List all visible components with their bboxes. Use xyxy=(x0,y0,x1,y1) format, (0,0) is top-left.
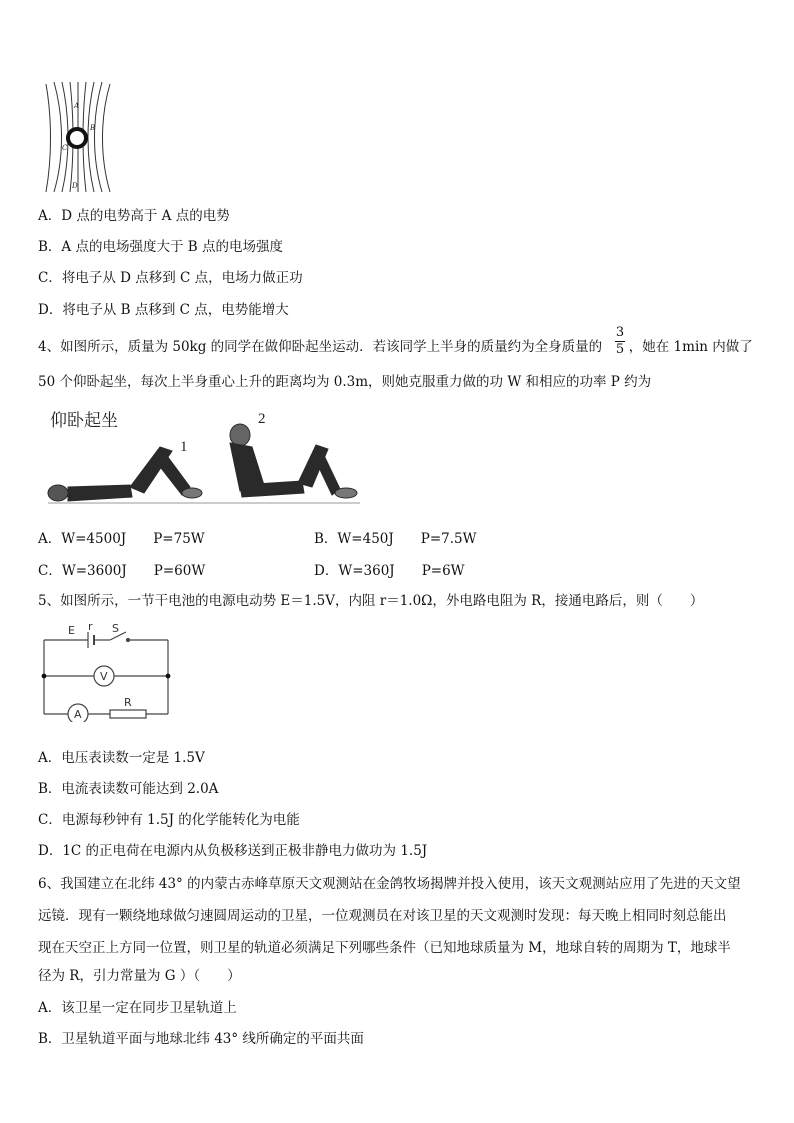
q6-option-b: B．卫星轨道平面与地球北纬 43° 线所确定的平面共面 xyxy=(38,1031,364,1047)
q3-option-d: D．将电子从 B 点移到 C 点，电势能增大 xyxy=(38,302,289,318)
q3-option-a: A．D 点的电势高于 A 点的电势 xyxy=(38,208,230,224)
q4-option-a: A．W=4500J P=75W xyxy=(38,531,205,547)
field-label-d: D xyxy=(72,182,78,190)
circuit-label-r: r xyxy=(88,622,93,633)
q5-option-d: D．1C 的正电荷在电源内从负极移送到正极非静电力做功为 1.5J xyxy=(38,843,428,859)
circuit-label-e: E xyxy=(68,624,75,637)
situp-figure-title: 仰卧起坐 xyxy=(50,411,118,431)
circuit-diagram xyxy=(36,622,176,722)
q4-stem-before: 4、如图所示，质量为 50kg 的同学在做仰卧起坐运动．若该同学上半身的质量约为全身质量的 xyxy=(38,339,603,355)
field-label-c: C xyxy=(62,144,68,152)
q3-option-c: C．将电子从 D 点移到 C 点，电场力做正功 xyxy=(38,270,303,286)
situp-label-1: 1 xyxy=(180,439,188,455)
q4-option-b: B．W=450J P=7.5W xyxy=(314,531,477,547)
field-label-b: B xyxy=(90,124,96,132)
q6-stem-line2: 远镜．现有一颗绕地球做匀速圆周运动的卫星，一位观测员在对该卫星的天文观测时发现：每天晚上相同时刻总能出 xyxy=(38,908,727,924)
circuit-label-resistor: R xyxy=(124,696,132,709)
q6-stem-line3: 现在天空正上方同一位置，则卫星的轨道必须满足下列哪些条件（已知地球质量为 M，地球自转的周期为 T，地球半 xyxy=(38,940,731,956)
q5-option-c: C．电源每秒钟有 1.5J 的化学能转化为电能 xyxy=(38,812,300,828)
q4-option-c: C．W=3600J P=60W xyxy=(38,563,206,579)
q4-fraction-den: 5 xyxy=(615,342,625,357)
q5-stem: 5、如图所示，一节干电池的电源电动势 E＝1.5V，内阻 r＝1.0Ω，外电路电阻为 R，接通电路后，则（ ） xyxy=(38,593,704,609)
q3-option-b: B．A 点的电场强度大于 B 点的电场强度 xyxy=(38,239,283,255)
q6-stem-line1: 6、我国建立在北纬 43° 的内蒙古赤峰草原天文观测站在金鸽牧场揭牌并投入使用，该天文观测站应用了先进的天文望 xyxy=(38,876,741,892)
q6-option-a: A．该卫星一定在同步卫星轨道上 xyxy=(38,1000,237,1016)
q5-option-a: A．电压表读数一定是 1.5V xyxy=(38,750,205,766)
circuit-label-s: S xyxy=(112,622,119,635)
q4-stem-line2: 50 个仰卧起坐，每次上半身重心上升的距离均为 0.3m，则她克服重力做的功 W 和相应的功率 P 约为 xyxy=(38,374,652,390)
field-label-a: A xyxy=(74,102,80,110)
circuit-label-v: V xyxy=(100,670,108,683)
electric-field-figure xyxy=(34,78,124,196)
q4-fraction xyxy=(612,326,628,357)
circuit-label-a: A xyxy=(74,708,82,721)
situp-figure xyxy=(40,405,370,517)
q4-option-d: D．W=360J P=6W xyxy=(314,563,465,579)
q6-stem-line4: 径为 R，引力常量为 G ）（ ） xyxy=(38,968,241,984)
q4-stem-line1 xyxy=(38,337,753,357)
situp-label-2: 2 xyxy=(258,411,266,427)
q4-stem-after: ，她在 1min 内做了 xyxy=(628,339,753,355)
q5-option-b: B．电流表读数可能达到 2.0A xyxy=(38,781,219,797)
q4-fraction-num: 3 xyxy=(615,325,625,340)
